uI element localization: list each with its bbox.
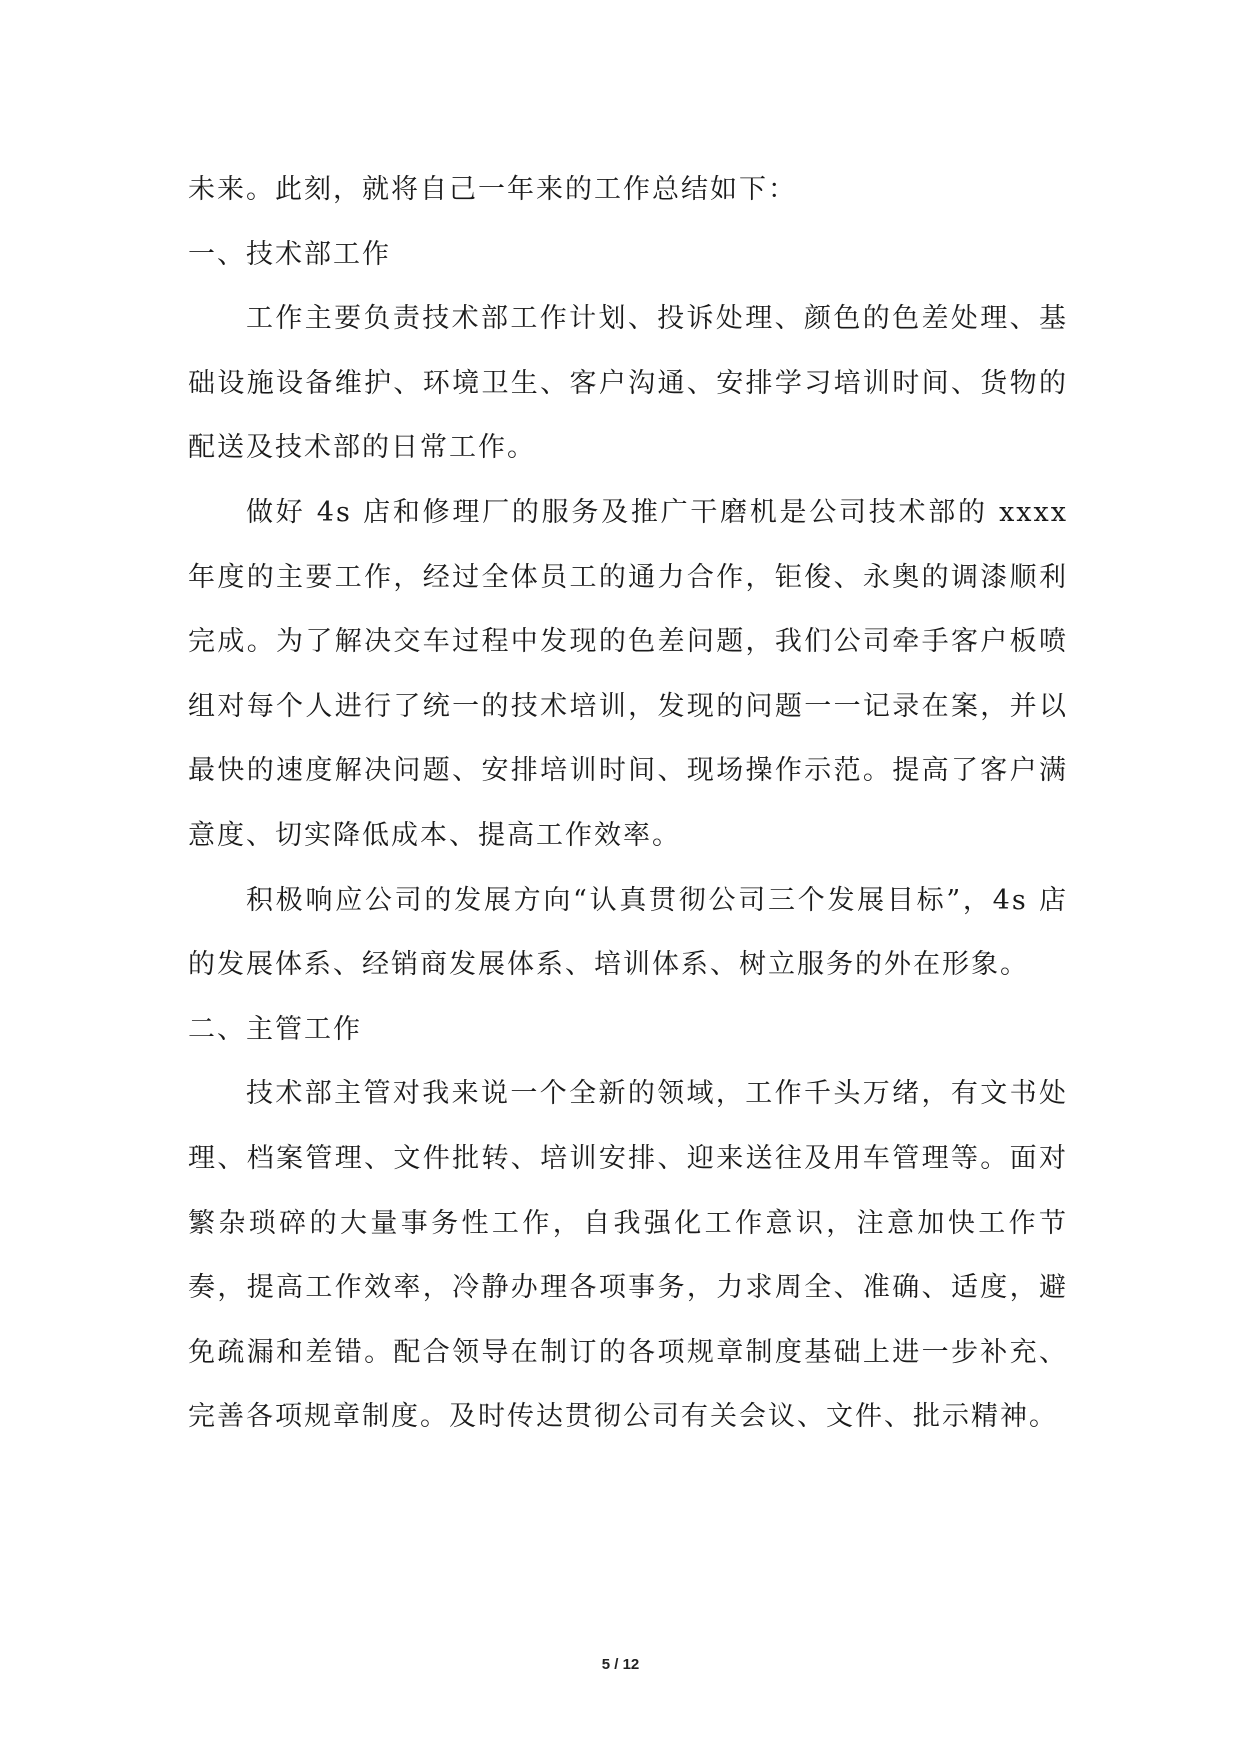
heading-tech-dept-work: 一、技术部工作 xyxy=(188,238,391,270)
heading-supervisor-work: 二、主管工作 xyxy=(188,1013,362,1045)
paragraph-intro: 未来。此刻，就将自己一年来的工作总结如下： xyxy=(188,174,797,205)
paragraph-responsibilities: 工作主要负责技术部工作计划、投诉处理、颜色的色差处理、基础设施设备维护、环境卫生、客户沟通、安排学习培训时间、货物的配送及技术部的日常工作。 xyxy=(188,303,1068,464)
paragraph-supervisor: 技术部主管对我来说一个全新的领域，工作千头万绪，有文书处理、档案管理、文件批转、培训安排、迎来送往及用车管理等。面对繁杂琐碎的大量事务性工作，自我强化工作意识，注意加快工作节奏，提高工作效率，冷静办理各项事务，力求周全、准确、适度，避免疏漏和差错。配合领导在制订的各项规章制度基础上进一步补充、完善各项规章制度。及时传达贯彻公司有关会议、文件、批示精神。 xyxy=(188,1078,1068,1433)
document-body xyxy=(188,158,1068,1450)
paragraph-development: 积极响应公司的发展方向“认真贯彻公司三个发展目标”，4s 店的发展体系、经销商发展体系、培训体系、树立服务的外在形象。 xyxy=(188,884,1068,981)
page-number: 5 / 12 xyxy=(601,1656,640,1673)
paragraph-main-work: 做好 4s 店和修理厂的服务及推广干磨机是公司技术部的 xxxx 年度的主要工作，经过全体员工的通力合作，钜俊、永奥的调漆顺利完成。为了解决交车过程中发现的色差问题，我们公司牵手客户板喷组对每个人进行了统一的技术培训，发现的问题一一记录在案，并以最快的速度解决问题、安排培训时间、现场操作示范。提高了客户满意度、切实降低成本、提高工作效率。 xyxy=(188,496,1068,851)
